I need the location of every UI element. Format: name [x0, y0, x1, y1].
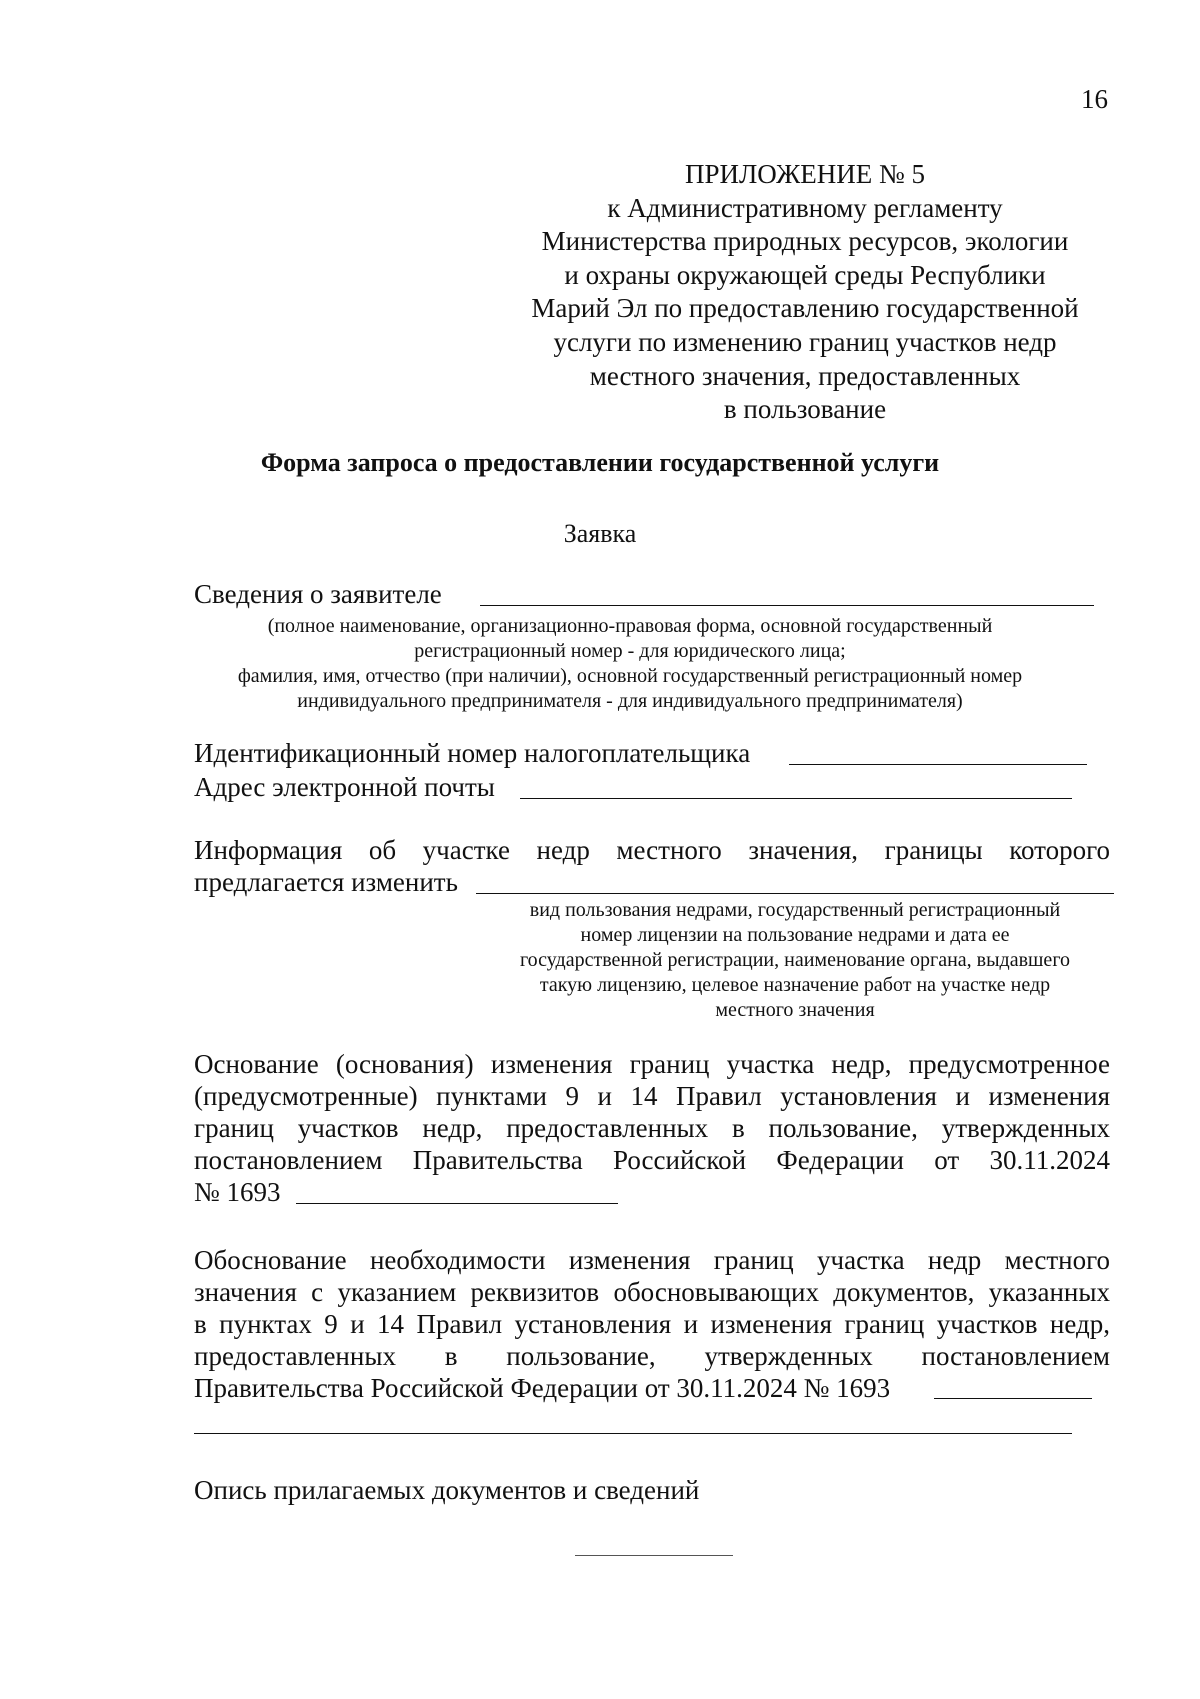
- applicant-caption-line: (полное наименование, организационно-правовая форма, основной государственный: [267, 615, 993, 637]
- email-label: Адрес электронной почты: [194, 772, 495, 802]
- justification-field[interactable]: [934, 1398, 1092, 1399]
- subsoil-caption-line: государственной регистрации, наименование органа, выдавшего: [519, 949, 1071, 971]
- appendix-line: и охраны окружающей среды Республики: [564, 259, 1046, 290]
- applicant-caption-line: индивидуального предпринимателя - для индивидуального предпринимателя): [297, 690, 963, 712]
- subsoil-caption-line: номер лицензии на пользование недрами и дата ее: [580, 924, 1010, 946]
- justification-field-continued[interactable]: [194, 1433, 1072, 1434]
- basis-line: (предусмотренные) пунктами 9 и 14 Правил установления и изменения: [194, 1081, 1110, 1111]
- appendix-header: [505, 158, 1105, 427]
- subsoil-caption-line: вид пользования недрами, государственный регистрационный: [529, 899, 1061, 921]
- appendix-line: к Административному регламенту: [607, 192, 1003, 223]
- basis-line: Основание (основания) изменения границ участка недр, предусмотренное: [194, 1049, 1110, 1079]
- applicant-caption-line: фамилия, имя, отчество (при наличии), основной государственный регистрационный номер: [237, 665, 1023, 687]
- justification-last-line: Правительства Российской Федерации от 30.11.2024 № 1693: [194, 1373, 891, 1403]
- justification-line: значения с указанием реквизитов обосновывающих документов, указанных: [194, 1277, 1110, 1307]
- appendix-line: ПРИЛОЖЕНИЕ № 5: [684, 159, 926, 189]
- page-number: 16: [1081, 84, 1108, 114]
- document-type-heading: Заявка: [563, 519, 637, 548]
- inn-label: Идентификационный номер налогоплательщика: [194, 738, 751, 768]
- appendix-line: местного значения, предоставленных: [589, 360, 1021, 391]
- subsoil-info-field[interactable]: [476, 893, 1114, 894]
- justification-paragraph: [194, 1244, 1110, 1404]
- attachments-label: Опись прилагаемых документов и сведений: [194, 1475, 700, 1505]
- applicant-field[interactable]: [480, 605, 1094, 606]
- applicant-caption: [180, 614, 1080, 714]
- inn-field[interactable]: [789, 764, 1087, 765]
- form-title: Форма запроса о предоставлении государственной услуги: [260, 448, 940, 477]
- appendix-line: Министерства природных ресурсов, экологии: [541, 226, 1069, 257]
- subsoil-info-paragraph: [194, 834, 1110, 898]
- applicant-label: Сведения о заявителе: [194, 579, 442, 609]
- subsoil-info-line: предлагается изменить: [194, 867, 458, 897]
- basis-last-line: № 1693: [194, 1177, 281, 1207]
- basis-paragraph: [194, 1048, 1110, 1208]
- subsoil-caption-line: местного значения: [715, 999, 875, 1021]
- subsoil-info-line: Информация об участке недр местного значения, границы которого: [194, 835, 1110, 865]
- email-field[interactable]: [520, 798, 1072, 799]
- justification-line: предоставленных в пользование, утвержденных постановлением: [194, 1341, 1110, 1371]
- basis-line: постановлением Правительства Российской Федерации от 30.11.2024: [194, 1145, 1110, 1175]
- justification-line: в пунктах 9 и 14 Правил установления и изменения границ участков недр,: [194, 1309, 1110, 1339]
- subsoil-info-caption: [476, 898, 1114, 1023]
- basis-field[interactable]: [296, 1203, 618, 1204]
- subsoil-caption-line: такую лицензию, целевое назначение работ на участке недр: [539, 974, 1051, 996]
- footer-divider: [575, 1555, 733, 1556]
- appendix-line: в пользование: [723, 394, 887, 425]
- appendix-line: Марий Эл по предоставлению государственной: [531, 293, 1079, 324]
- appendix-line: услуги по изменению границ участков недр: [553, 326, 1057, 357]
- applicant-caption-line: регистрационный номер - для юридического лица;: [414, 640, 846, 662]
- justification-line: Обоснование необходимости изменения границ участка недр местного: [194, 1245, 1110, 1275]
- basis-line: границ участков недр, предоставленных в пользование, утвержденных: [194, 1113, 1110, 1143]
